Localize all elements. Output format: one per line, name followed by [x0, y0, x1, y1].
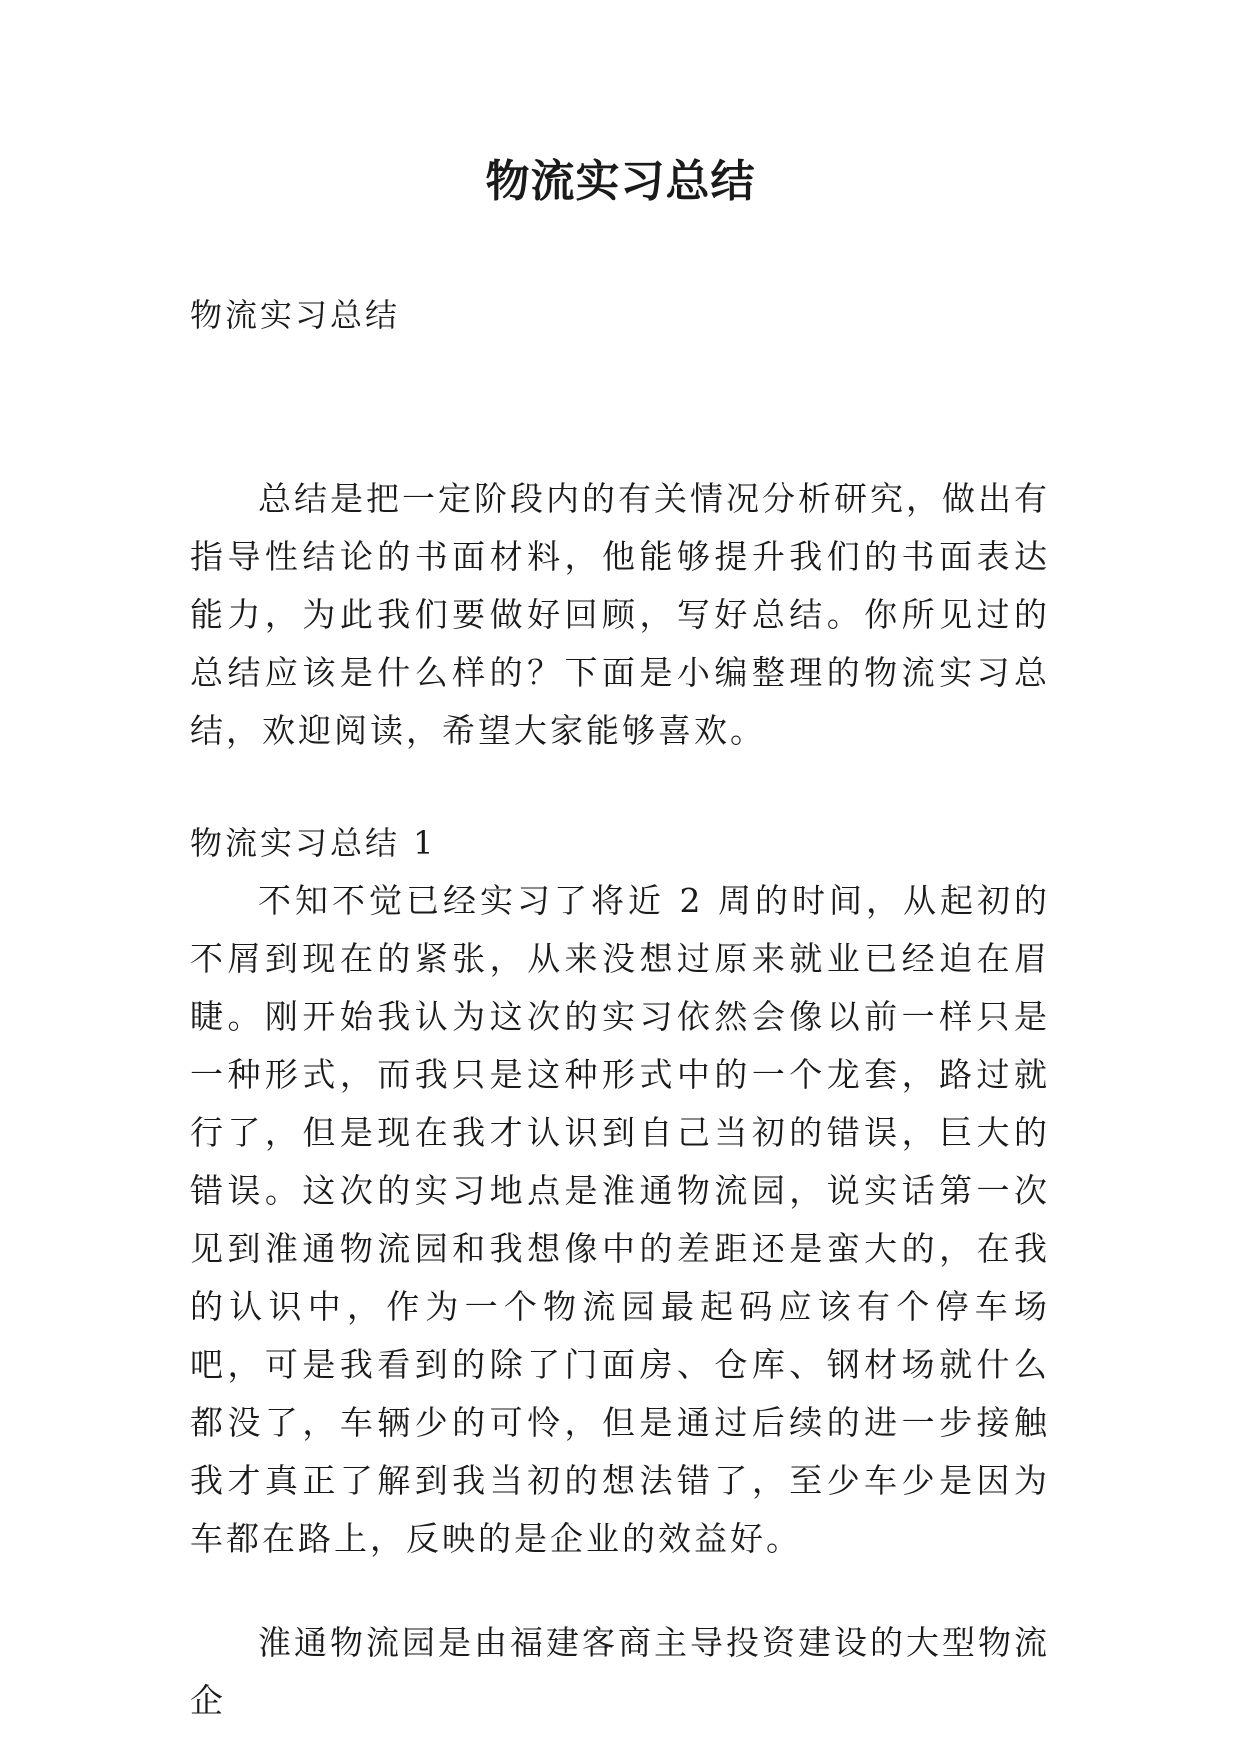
intro-paragraph: 总结是把一定阶段内的有关情况分析研究，做出有指导性结论的书面材料，他能够提升我们的书面表达能力，为此我们要做好回顾，写好总结。你所见过的总结应该是什么样的？下面是小编整理的物流实习总结，欢迎阅读，希望大家能够喜欢。	[190, 479, 1050, 750]
document-subtitle: 物流实习总结	[190, 296, 401, 334]
body-paragraph-2: 淮通物流园是由福建客商主导投资建设的大型物流企	[190, 1623, 1050, 1720]
body-paragraph-1: 不知不觉已经实习了将近 2 周的时间，从起初的不屑到现在的紧张，从来没想过原来就业已经迫在眉睫。刚开始我认为这次的实习依然会像以前一样只是一种形式，而我只是这种形式中的一个龙套，路过就行了，但是现在我才认识到自己当初的错误，巨大的错误。这次的实习地点是淮通物流园，说实话第一次见到淮通物流园和我想像中的差距还是蛮大的，在我的认识中，作为一个物流园最起码应该有个停车场吧，可是我看到的除了门面房、仓库、钢材场就什么都没了，车辆少的可怜，但是通过后续的进一步接触我才真正了解到我当初的想法错了，至少车少是因为车都在路上，反映的是企业的效益好。	[190, 881, 1050, 1558]
section-heading: 物流实习总结 1	[190, 824, 437, 862]
document-title: 物流实习总结	[485, 156, 756, 207]
